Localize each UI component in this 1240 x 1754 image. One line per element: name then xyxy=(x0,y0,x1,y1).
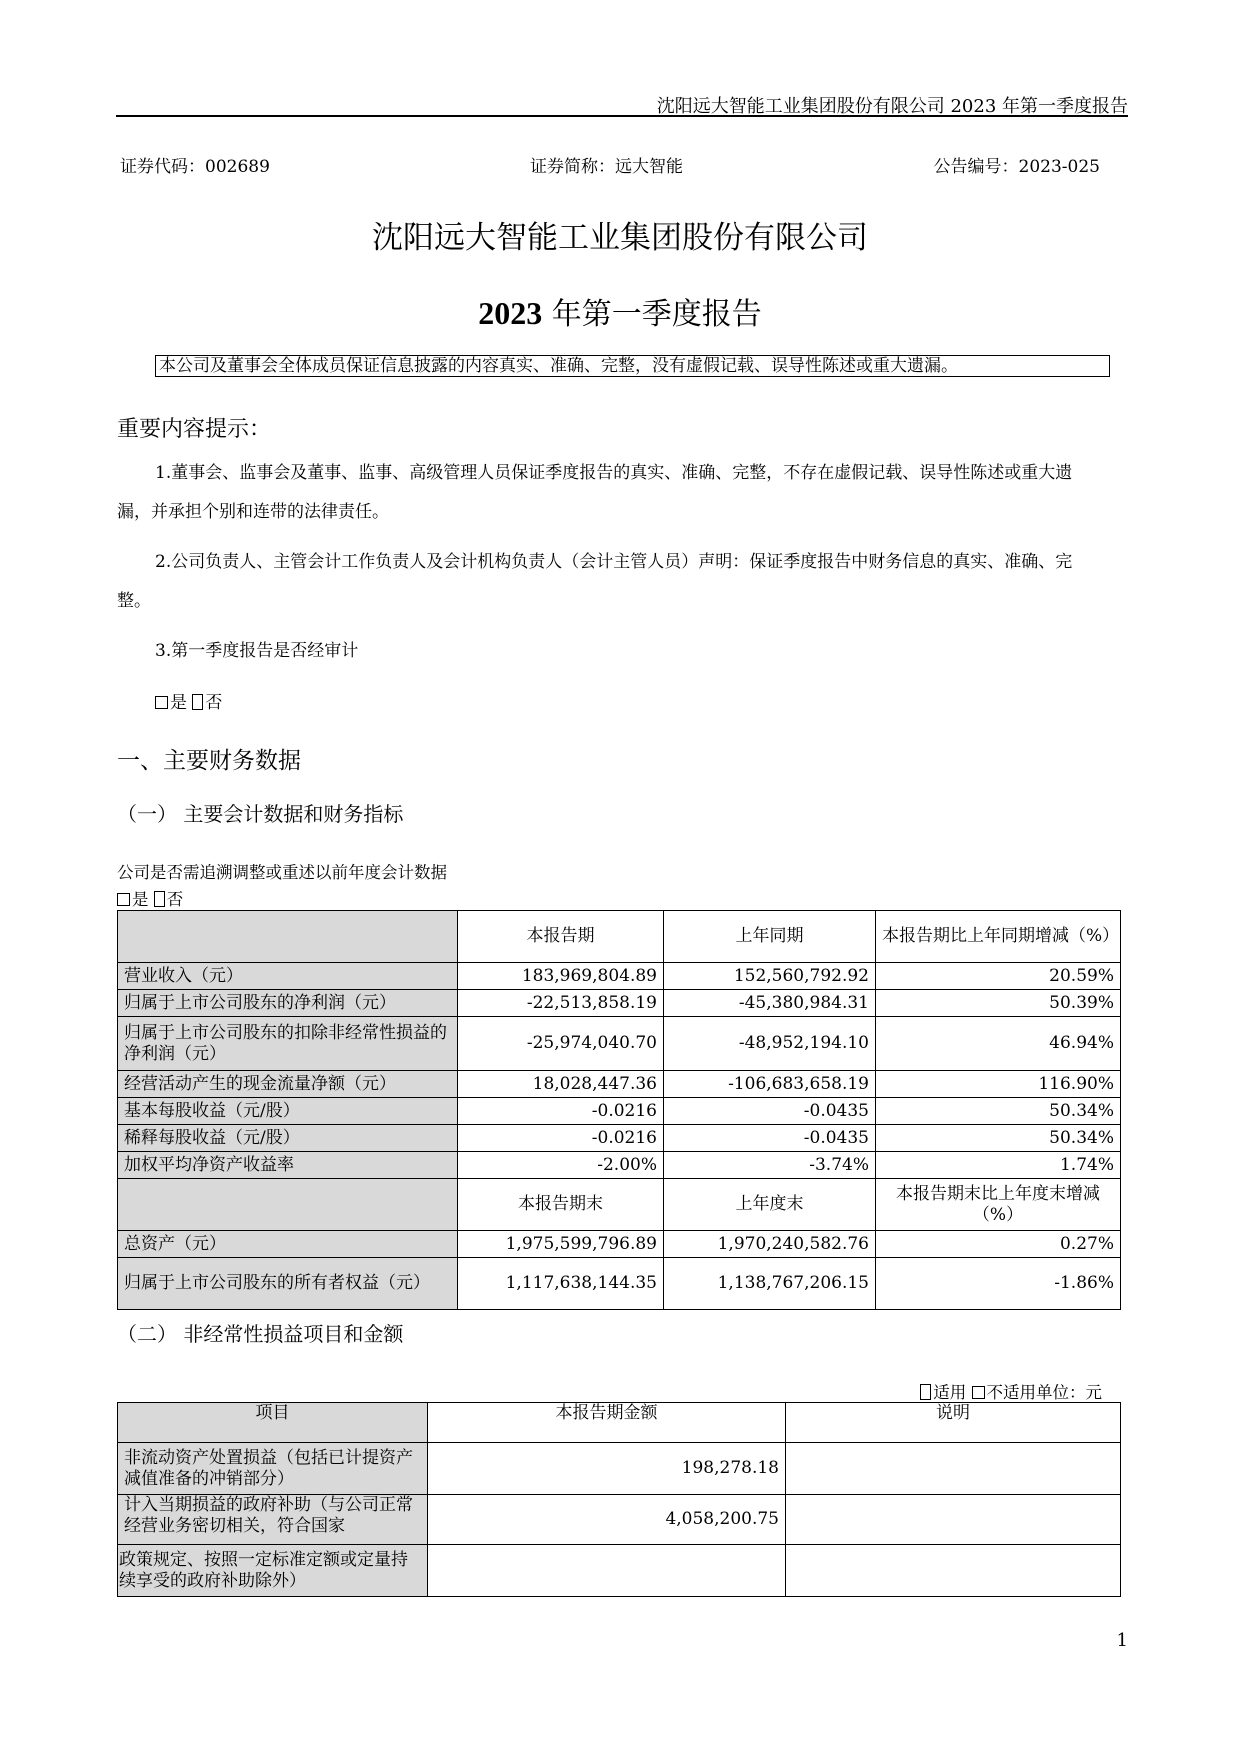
cell-value: -1.86% xyxy=(876,1258,1121,1310)
cell-value: -22,513,858.19 xyxy=(458,990,664,1017)
cell-value: 116.90% xyxy=(876,1071,1121,1098)
cell-value: 50.39% xyxy=(876,990,1121,1017)
row-label: 非流动资产处置损益（包括已计提资产减值准备的冲销部分） xyxy=(118,1443,428,1495)
applicability-row xyxy=(920,1379,1102,1403)
restate-checkbox-yes[interactable] xyxy=(117,893,130,906)
important-heading: 重要内容提示： xyxy=(117,417,272,442)
cell-note xyxy=(786,1545,1121,1597)
restate-checkbox-row xyxy=(117,886,183,910)
section-heading: 一、主要财务数据 xyxy=(117,748,301,774)
cell-value: -106,683,658.19 xyxy=(664,1071,876,1098)
cell-value: -2.00% xyxy=(458,1152,664,1179)
row-label: 稀释每股收益（元/股） xyxy=(118,1125,458,1152)
table-header-cell: 本报告期比上年同期增减（%） xyxy=(876,911,1121,963)
row-label: 计入当期损益的政府补助（与公司正常经营业务密切相关，符合国家 xyxy=(118,1495,428,1545)
stock-abbr: 证券简称：远大智能 xyxy=(530,157,683,177)
cell-value: -3.74% xyxy=(664,1152,876,1179)
cell-note xyxy=(786,1495,1121,1545)
table-row xyxy=(118,1125,1121,1152)
cell-value: 50.34% xyxy=(876,1125,1121,1152)
row-label: 归属于上市公司股东的净利润（元） xyxy=(118,990,458,1017)
cell-value: 1,138,767,206.15 xyxy=(664,1258,876,1310)
table-header-cell: 项目 xyxy=(118,1403,428,1443)
unit-label: 单位：元 xyxy=(1036,1383,1102,1402)
table-row xyxy=(118,1152,1121,1179)
row-label: 经营活动产生的现金流量净额（元） xyxy=(118,1071,458,1098)
header-rule xyxy=(116,115,1128,117)
table-row xyxy=(118,1443,1121,1495)
table-header-cell: 本报告期金额 xyxy=(428,1403,786,1443)
table-row xyxy=(118,1545,1121,1597)
cell-value: 4,058,200.75 xyxy=(428,1495,786,1545)
table-row xyxy=(118,990,1121,1017)
checkbox-yes-label: 是 xyxy=(170,693,187,713)
table-row xyxy=(118,1495,1121,1545)
cell-value: -25,974,040.70 xyxy=(458,1017,664,1071)
row-label: 营业收入（元） xyxy=(118,963,458,990)
row-label: 基本每股收益（元/股） xyxy=(118,1098,458,1125)
cell-value: 20.59% xyxy=(876,963,1121,990)
cell-value: 1,970,240,582.76 xyxy=(664,1231,876,1258)
restate-question: 公司是否需追溯调整或重述以前年度会计数据 xyxy=(117,863,447,882)
table-header-cell: 说明 xyxy=(786,1403,1121,1443)
cell-value: -0.0435 xyxy=(664,1125,876,1152)
table-header-row-2 xyxy=(118,1179,1121,1231)
stock-code: 证券代码：002689 xyxy=(120,157,270,177)
cell-value: -45,380,984.31 xyxy=(664,990,876,1017)
table-header-row xyxy=(118,1403,1121,1443)
restate-checkbox-no-checked[interactable] xyxy=(154,891,165,907)
cell-value: 1,975,599,796.89 xyxy=(458,1231,664,1258)
important-paragraph-2: 2.公司负责人、主管会计工作负责人及会计机构负责人（会计主管人员）声明：保证季度报告中财务信息的真实、准确、完整。 xyxy=(117,552,1073,611)
cell-value: 183,969,804.89 xyxy=(458,963,664,990)
table-row xyxy=(118,1017,1121,1071)
row-label: 归属于上市公司股东的扣除非经常性损益的净利润（元） xyxy=(118,1017,458,1071)
cell-value: 0.27% xyxy=(876,1231,1121,1258)
table-header-cell: 上年度末 xyxy=(664,1179,876,1231)
cell-value: -0.0216 xyxy=(458,1125,664,1152)
row-label: 加权平均净资产收益率 xyxy=(118,1152,458,1179)
header-empty-cell xyxy=(118,1179,458,1231)
running-header: 沈阳远大智能工业集团股份有限公司 2023 年第一季度报告 xyxy=(656,96,1128,117)
subsection-heading-2: （二） 非经常性损益项目和金额 xyxy=(117,1322,404,1346)
cell-value: -48,952,194.10 xyxy=(664,1017,876,1071)
cell-note xyxy=(786,1443,1121,1495)
table-header-row xyxy=(118,911,1121,963)
header-empty-cell xyxy=(118,911,458,963)
subsection-heading-1: （一） 主要会计数据和财务指标 xyxy=(117,802,404,826)
important-paragraph-3: 3.第一季度报告是否经审计 xyxy=(155,641,359,661)
announcement-number: 公告编号：2023-025 xyxy=(933,157,1100,177)
cell-value: 46.94% xyxy=(876,1017,1121,1071)
cell-value: 1.74% xyxy=(876,1152,1121,1179)
applicable-label: 适用 xyxy=(933,1383,967,1402)
cell-value xyxy=(428,1545,786,1597)
cell-value: 50.34% xyxy=(876,1098,1121,1125)
table-row xyxy=(118,963,1121,990)
table-row xyxy=(118,1098,1121,1125)
cell-value: 1,117,638,144.35 xyxy=(458,1258,664,1310)
report-title xyxy=(0,289,1240,333)
checkbox-no-label: 否 xyxy=(205,693,223,713)
audit-checkbox-row xyxy=(155,684,1140,723)
cell-value: -0.0435 xyxy=(664,1098,876,1125)
cell-value: -0.0216 xyxy=(458,1098,664,1125)
restate-yes-label: 是 xyxy=(132,890,149,909)
table-row xyxy=(118,1231,1121,1258)
financial-data-table xyxy=(117,910,1121,1310)
cell-value: 18,028,447.36 xyxy=(458,1071,664,1098)
cell-value: 152,560,792.92 xyxy=(664,963,876,990)
table-header-cell: 本报告期末比上年度末增减（%） xyxy=(876,1179,1121,1231)
table-header-cell: 上年同期 xyxy=(664,911,876,963)
checkbox-applicable-checked[interactable] xyxy=(920,1384,931,1400)
page-number: 1 xyxy=(1116,1630,1128,1651)
notice-box: 本公司及董事会全体成员保证信息披露的内容真实、准确、完整，没有虚假记载、误导性陈述或重大遗漏。 xyxy=(155,355,1110,377)
checkbox-not-applicable[interactable] xyxy=(972,1386,985,1399)
checkbox-yes[interactable] xyxy=(155,696,168,709)
restate-no-label: 否 xyxy=(166,890,184,909)
company-title: 沈阳远大智能工业集团股份有限公司 xyxy=(372,220,868,256)
cell-value: 198,278.18 xyxy=(428,1443,786,1495)
row-label: 归属于上市公司股东的所有者权益（元） xyxy=(118,1258,458,1310)
table-row xyxy=(118,1258,1121,1310)
report-year: 2023 xyxy=(478,295,543,331)
checkbox-no-checked[interactable] xyxy=(192,694,203,710)
not-applicable-label: 不适用 xyxy=(986,1383,1036,1402)
row-label: 政策规定、按照一定标准定额或定量持续享受的政府补助除外） xyxy=(118,1545,428,1597)
important-paragraph-1: 1.董事会、监事会及董事、监事、高级管理人员保证季度报告的真实、准确、完整，不存在虚假记载、误导性陈述或重大遗漏，并承担个别和连带的法律责任。 xyxy=(117,463,1073,522)
table-header-cell: 本报告期 xyxy=(458,911,664,963)
row-label: 总资产（元） xyxy=(118,1231,458,1258)
table-row xyxy=(118,1071,1121,1098)
non-recurring-table xyxy=(117,1402,1121,1597)
report-title-text: 年第一季度报告 xyxy=(542,297,762,332)
table-header-cell: 本报告期末 xyxy=(458,1179,664,1231)
